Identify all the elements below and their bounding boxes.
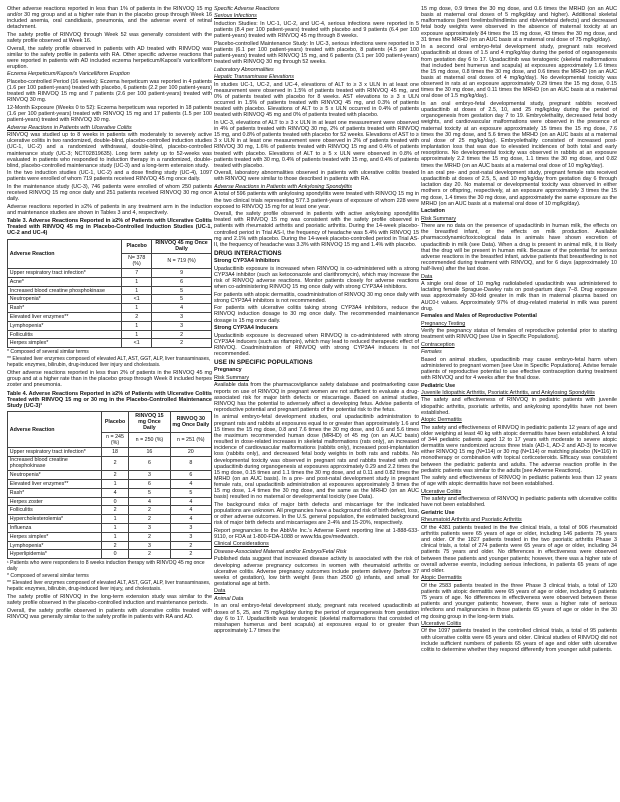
table-header: Adverse Reaction — [8, 239, 122, 269]
paragraph: In UC-3, elevations of ALT to ≥ 3 x ULN in at least one measurement were observed in 4% of patients treated with RINVOQ 30 mg, 2% of patients treated with RINVOQ 15 mg, and 0.8% of patients treated with placebo for 52 weeks. Elevations of AST to ≥ 3 x ULN in at least one measurement were observed in 2% of patients treated with RINVOQ 30 mg, 1.6% of patients treated with RINVOQ 15 mg and 0.4% of patients treated with placebo. Elevations of ALT to ≥ 5 x ULN were observed in 0.8% of patients treated with 30 mg, 0.4% of patients treated with 15 mg, and 0.4% of patients treated with placebo. — [214, 119, 419, 169]
paragraph: Overall, the safety profile observed in patients with ulcerative colitis treated with RINVOQ was generally similar to the safety profile in patients with RA and AD. — [7, 607, 212, 620]
table-4-body — [8, 447, 212, 558]
footnote: * Composed of several similar terms — [7, 573, 89, 580]
paragraph: In animal embryo-fetal development studies, oral upadacitinib administration to pregnant rats and rabbits at exposures equal to or greater than approximately 1.6 and 15 times the 15 mg dose, 0.8 and 7.6 times the 30 mg dose, and 0.6 and 5.6 times the maximum recommended human dose (MRHD) of 45 mg (on an AUC basis) resulted in dose-related increases in skeletal malformations (rats only), an increased incidence of cardiovascular malformations (rabbits only), increased post-implantation loss (rabbits only), and decreased fetal body weights in both rats and rabbits. No developmental toxicity was observed in pregnant rats and rabbits treated with oral upadacitinib during organogenesis at exposures approximately 0.29 and 2.2 times the 15 mg dose, 0.15 times and 1.1 times the 30 mg dose, and at 0.11 and 0.82 times the MRHD (on an AUC basis). In a pre- and post-natal development study in pregnant female rats, oral upadacitinib administration at exposures approximately 3 times the 15 mg dose, 1.4 times the 30 mg dose, and the same as the MRHD (on an AUC basis) resulted in no maternal or developmental toxicity (see Data). — [214, 414, 419, 501]
row-label: Elevated liver enzymes** — [8, 313, 122, 322]
table-cell: 4 — [170, 497, 211, 506]
paragraph: The safety and effectiveness of RINVOQ in pediatric patients with ulcerative colitis have not been established. — [421, 496, 617, 509]
paragraph: For patients with ulcerative colitis taking strong CYP3A4 inhibitors, reduce the RINVOQ induction dosage to 30 mg once daily. The recommended maintenance dosage is 15 mg once daily. — [214, 305, 419, 324]
subsection-title: Ulcerative Colitis — [421, 621, 462, 627]
subsection-title: Serious Infections — [214, 13, 257, 20]
row-label: Neutropenia* — [8, 295, 122, 304]
table-4-caption: Table 4. Adverse Reactions Reported in ≥2% of Patients with Ulcerative Colitis Treated with RINVOQ 15 mg or 30 mg in the Placebo-Controlled Maintenance Study (UC-3)¹ — [7, 390, 212, 410]
subsection-title: Pregnancy Testing — [421, 320, 466, 327]
table-header: RINVOQ 30 mg Once Daily — [170, 412, 211, 433]
table-cell: 3 — [129, 471, 170, 480]
table-cell: 8 — [170, 456, 211, 471]
paragraph: Placebo-controlled Period (16 weeks): Eczema herpeticum was reported in 4 patients (1.6 per 100 patient-years) treated with placebo, 6 patients (2.2 per 100 patient-years) treated with RINVOQ 15 mg and 7 patients (2.6 per 100 patient-years) treated with RINVOQ 30 mg. — [7, 78, 212, 104]
paragraph: In the maintenance study (UC-3), 746 patients were enrolled of whom 250 patients received RINVOQ 15 mg once daily and 251 patients received RINVOQ 30 mg once daily. — [7, 183, 212, 203]
table-3-caption: Table 3. Adverse Reactions Reported in ≥2% of Patients with Ulcerative Colitis Treated with RINVOQ 45 mg in Placebo-Controlled Induction Studies (UC-1, UC-2 and UC-4) — [7, 217, 212, 237]
paragraph: Upadacitinib exposure is increased when RINVOQ is co-administered with a strong CYP3A4 inhibitor (such as ketoconazole and clarithromycin), which may increase the risk of RINVOQ adverse reactions. Monitor patients closely for adverse reactions when co-administering RINVOQ 15 mg once daily with strong CYP3A4 inhibitors. — [214, 265, 419, 291]
table-row — [8, 269, 212, 278]
table-cell: 4 — [101, 488, 128, 497]
table-cell: 6 — [129, 456, 170, 471]
paragraph: Induction Studies: In UC-1, UC-2, and UC-4, serious infections were reported in 5 patients (8.4 per 100 patient-years) treated with placebo and 9 patients (6.4 per 100 patient-years) treated with RINVOQ 45 mg through 8 weeks. — [214, 20, 419, 40]
table-header: Placebo — [122, 239, 152, 254]
row-label: Herpes zoster — [8, 497, 102, 506]
paragraph: For patients with atopic dermatitis, coadministration of RINVOQ 30 mg once daily with strong CYP3A4 inhibitors is not recommended. — [214, 291, 419, 304]
table-row — [8, 506, 212, 515]
table-row — [8, 488, 212, 497]
table-cell: 2 — [170, 550, 211, 559]
table-cell: 6 — [129, 480, 170, 489]
table-cell: 3 — [152, 313, 212, 322]
paragraph: Adverse reactions reported in ≥2% of patients in any treatment arm in the induction and maintenance studies are shown in Tables 3 and 4, respectively. — [7, 203, 212, 216]
row-label: Herpes simplex* — [8, 532, 102, 541]
table-row — [8, 295, 212, 304]
footnote: ** Elevated liver enzymes composed of elevated ALT, AST, GGT, ALP, liver transaminases, hepatic enzymes, bilirubin, drug-induced liver injury and cholestasis. — [7, 356, 211, 369]
subsection-title: Rheumatoid Arthritis and Psoriatic Arthritis — [421, 517, 522, 524]
subsection-title: Geriatric Use — [421, 509, 455, 516]
paragraph: 12-Month Exposure (Weeks 0 to 52): Eczema herpeticum was reported in 18 patients (1.6 per 100 patient-years) treated with RINVOQ 15 mg and 17 patients (1.5 per 100 patient-years) treated with RINVOQ 30 mg. — [7, 104, 212, 124]
paragraph: Of the 2583 patients treated in the three Phase 3 clinical trials, a total of 120 patients with atopic dermatitis were 65 years of age or older, including 6 patients 75 years of age. No differences in effectiveness were observed between these patients and younger patients; however, there was a higher rate of serious infections and malignancies in those patients 65 years of age or older in the 30 mg dosing group in the long-term trials. — [421, 582, 617, 620]
subsection-title: Risk Summary — [214, 374, 250, 381]
table-row — [8, 447, 212, 456]
subsection-title: Hepatic Transaminase Elevations — [214, 74, 294, 81]
row-label: Rash* — [8, 488, 102, 497]
table-row — [8, 304, 212, 313]
paragraph: In an oral embryo-fetal development study, pregnant rats received upadacitinib at doses of 5, 25, and 75 mg/kg/day during the period of organogenesis from gestation day 6 to 17. Upadacitinib was teratogenic (skeletal malformations that consisted of misshapen humerus and bent scapula) at exposures equal to or greater than approximately 1.7 times the — [214, 603, 419, 634]
paragraph: Other adverse reactions reported in less than 2% of patients in the RINVOQ 45 mg group and at a higher rate than in the placebo group through Week 8 included herpes zoster and pneumonia. — [7, 370, 212, 389]
table-header: RINVOQ 45 mg Once Daily — [152, 239, 212, 254]
footnote: ¹ Patients who were responders to 8 weeks induction therapy with RINVOQ 45 mg once daily — [7, 560, 205, 572]
footnote: ** Elevated liver enzymes composed of elevated ALT, AST, GGT, ALP, liver transaminases, hepatic enzymes, bilirubin, drug-induced liver injury, and cholestasis. — [7, 580, 211, 592]
row-label: Rash* — [8, 304, 122, 313]
subsection-title: Eczema Herpeticum/Kaposi's Varicelliform Eruption — [7, 71, 130, 78]
table-cell: 5 — [152, 295, 212, 304]
subsection-title: Atopic Dermatitis — [421, 417, 462, 424]
paragraph: In an oral pre- and post-natal development study, pregnant female rats received upadacitinib at doses of 2.5, 5, and 10 mg/kg/day from gestation day 6 through lactation day 20. No maternal or developmental toxicity was observed in either mothers or offspring, respectively, at an exposure approximately 3 times the 15 mg dose, 1.4 times the 30 mg dose, and approximately the same exposure as the MRHD (on an AUC basis at a maternal oral dose of 10 mg/kg/day). — [421, 169, 617, 207]
table-cell: 9 — [152, 269, 212, 278]
table-cell: 3 — [129, 524, 170, 533]
subsection-title: Specific Adverse Reactions — [214, 6, 280, 12]
table-row — [8, 515, 212, 524]
table-cell: 1 — [122, 277, 152, 286]
table-cell: 3 — [152, 321, 212, 330]
paragraph: Of the 4381 patients treated in the five clinical trials, a total of 906 rheumatoid arthritis patients were 65 years of age or older, including 146 patients 75 years and older. Of the 1827 patients treated in the two psoriatic arthritis Phase 3 clinical trials, a total of 274 patients were 65 years of age or older, including 34 patients 75 years and older. No differences in effectiveness were observed between these patients and younger patients; however, there was a higher rate of overall adverse events, including serious infections, in patients 65 years of age and older. — [421, 524, 617, 574]
table-row — [8, 480, 212, 489]
table-cell: 4 — [170, 506, 211, 515]
table-cell: 4 — [152, 304, 212, 313]
subsection-title: Atopic Dermatitis — [421, 575, 462, 582]
table-row — [8, 541, 212, 550]
table-row — [8, 321, 212, 330]
table-row — [8, 339, 212, 348]
table-cell: <1 — [122, 339, 152, 348]
paragraph: Report pregnancies to the AbbVie Inc.'s Adverse Event reporting line at 1-888-633-9110, or FDA at 1-800-FDA-1088 or www.fda.gov/medwatch. — [214, 527, 419, 541]
table-row — [8, 313, 212, 322]
table-cell: 1 — [122, 304, 152, 313]
paragraph: Available data from the pharmacovigilance safety database and postmarketing case reports on use of RINVOQ in pregnant women are not sufficient to evaluate a drug-associated risk for major birth defects or miscarriage. Based on animal studies, RINVOQ has the potential to adversely affect a developing fetus. Advise patients of reproductive potential and pregnant patients of the potential risk to the fetus. — [214, 382, 419, 413]
table-row — [8, 456, 212, 471]
paragraph: Published data suggest that increased disease activity is associated with the risk of developing adverse pregnancy outcomes in women with rheumatoid arthritis or ulcerative colitis. Adverse pregnancy outcomes include preterm delivery (before 37 weeks of gestation), low birth weight (less than 2500 g) infants, and small for gestational age at birth. — [214, 556, 419, 587]
subsection-title: Laboratory Abnormalities — [214, 66, 274, 73]
row-label: Lymphopenia* — [8, 541, 102, 550]
table-cell: 2 — [129, 550, 170, 559]
subsection-title: Ulcerative Colitis — [421, 488, 462, 495]
paragraph: RINVOQ was studied up to 8 weeks in patients with moderately to severely active ulcerative colitis in two randomized, double-blind, placebo-controlled induction studies (UC-1, UC-2) and a randomized withdrawal, double-blind, placebo-controlled maintenance study (UC-3; NCT02819635). Long term safety up to 52-weeks was evaluated in patients who responded to induction therapy in a randomized, double-blind, placebo-controlled maintenance study (UC-3) and a long-term extension study. — [7, 132, 212, 169]
table-cell: 2 — [170, 541, 211, 550]
paragraph: The background risks of major birth defects and miscarriage for the indicated populations are unknown. All pregnancies have a background risk of birth defect, loss, or other adverse outcomes. In the U.S. general population, the estimated background risk of major birth defects and miscarriages are 2-4% and 15-20%, respectively. — [214, 501, 419, 527]
table-row — [8, 497, 212, 506]
table-cell: 2 — [101, 506, 128, 515]
paragraph: Other adverse reactions reported in less than 1% of patients in the RINVOQ 15 mg and/or 30 mg group and at a higher rate than in the placebo group through Week 16 included anemia, oral candidiasis, pneumonia, and the adverse event of retinal detachment. — [7, 6, 212, 31]
paragraph: 15 mg dose, 0.9 times the 30 mg dose, and 0.6 times the MRHD (on an AUC basis at maternal oral doses of 5 mg/kg/day and higher). Additional skeletal malformations (bent forelimbs/hindlimbs and rib/vertebral defects) and decreased fetal body weights were observed in the absence of maternal toxicity at an exposure approximately 84 times the 15 mg dose, 43 times the 30 mg dose, and 31 times the MRHD (on an AUC basis at a maternal oral dose of 75 mg/kg/day). — [421, 6, 617, 43]
table-cell: 2 — [129, 532, 170, 541]
table-header: Placebo — [101, 412, 128, 433]
table-row — [8, 532, 212, 541]
row-label: Upper respiratory tract infection* — [8, 447, 102, 456]
paragraph: A total of 596 patients with ankylosing spondylitis were treated with RINVOQ 15 mg in the two clinical trials representing 577.3 patient-years of exposure of whom 228 were exposed to RINVOQ 15 mg for at least one year. — [214, 191, 419, 210]
table-cell: 16 — [129, 447, 170, 456]
table-cell: 1 — [101, 480, 128, 489]
row-label: Folliculitis — [8, 330, 122, 339]
paragraph: A single oral dose of 10 mg/kg radiolabeled upadacitinib was administered to lactating female Sprague-Dawley rats on post-partum days 7–8. Drug exposure was approximately 30-fold greater in milk than in maternal plasma based on AUC0-t values. Approximately 97% of drug-related material in milk was parent drug. — [421, 281, 617, 312]
subsection-title: Females and Males of Reproductive Potential — [421, 313, 537, 320]
row-label: Upper respiratory tract infection* — [8, 269, 122, 278]
subsection-title: Juvenile Idiopathic Arthritis, Psoriatic Arthritis, and Ankylosing Spondylitis — [421, 389, 595, 396]
row-label: Influenza — [8, 524, 102, 533]
subsection-title: Adverse Reactions in Patients with Ankylosing Spondylitis — [214, 183, 352, 190]
subsection-title: Animal Data — [214, 595, 244, 602]
table-header: n = 245 (%) — [101, 433, 128, 448]
table-cell: 20 — [170, 447, 211, 456]
row-label: Hypercholesterolemia* — [8, 515, 102, 524]
row-label: Acne* — [8, 277, 122, 286]
table-cell: 5 — [152, 286, 212, 295]
table-cell: 7 — [122, 269, 152, 278]
table-4 — [7, 411, 212, 559]
paragraph: Placebo-controlled Maintenance Study: In UC-3, serious infections were reported in 3 patients (6.1 per 100 patient-years) treated with placebo, 8 patients (4.5 per 100 patient-years) treated with RINVOQ 15 mg, and 6 patients (3.1 per 100 patient-years) treated with RINVOQ 30 mg through 52 weeks. — [214, 40, 419, 66]
table-row — [8, 277, 212, 286]
footnote: * Composed of several similar terms — [7, 349, 89, 356]
subsection-title: Strong CYP3A4 Inhibitors — [214, 258, 280, 265]
table-cell: 18 — [101, 447, 128, 456]
paragraph: In studies UC-1, UC-2, and UC-4, elevations of ALT to ≥ 3 x ULN in at least one measurement were observed in 1.5% of patients treated with RINVOQ 45 mg, and 0% of patients treated with placebo for 8 weeks. AST elevations to ≥ 3 x ULN occurred in 1.5% of patients treated with RINVOQ 45 mg, and 0.3% of patients treated with placebo. Elevations of ALT to ≥ 5 x ULN occurred in 0.4% of patients treated with RINVOQ 45 mg and 0% of patients treated with placebo. — [214, 81, 419, 119]
table-3-body — [8, 269, 212, 348]
row-label: Folliculitis — [8, 506, 102, 515]
paragraph: Based on animal studies, upadacitinib may cause embryo-fetal harm when administered to pregnant women [see Use in Specific Populations]. Advise female patients of reproductive potential to use effective contraception during treatment with RINVOQ and for 4 weeks after the final dose. — [421, 356, 617, 382]
table-cell: 0 — [101, 497, 128, 506]
subsection-title: Clinical Considerations — [214, 541, 269, 548]
row-label: Increased blood creatine phosphokinase — [8, 286, 122, 295]
subsection-title: Females — [421, 349, 442, 356]
table-row — [8, 286, 212, 295]
table-cell: 2 — [152, 339, 212, 348]
paragraph: In a second oral embryo-fetal development study, pregnant rats received upadacitinib at doses of 1.5 and 4 mg/kg/day during the period of organogenesis from gestation day 6 to 17. Upadacitinib was teratogenic (skeletal malformations that included bent humerus and scapula) at exposures approximately 1.6 times the 15 mg dose, 0.8 times the 30 mg dose, and 0.6 times the MRHD (on an AUC basis at maternal oral doses of 4 mg/kg/day). No developmental toxicity was observed in rats at an exposure approximately 0.29 times the 15 mg dose, 0.15 times the 30 mg dose, and 0.11 times the MRHD (on an AUC basis at a maternal oral dose of 1.5 mg/kg/day). — [421, 44, 617, 100]
table-row — [8, 524, 212, 533]
table-cell: 2 — [101, 471, 128, 480]
row-label: Elevated liver enzymes** — [8, 480, 102, 489]
subsection-title: Strong CYP3A4 Inducers — [214, 325, 278, 332]
subsection-title: Disease-Associated Maternal and/or Embryo/Fetal Risk — [214, 548, 347, 555]
table-cell: 6 — [152, 277, 212, 286]
table-cell: 2 — [101, 541, 128, 550]
table-header: n = 251 (%) — [170, 433, 211, 448]
paragraph: There are no data on the presence of upadacitinib in human milk, the effects on the breastfed infant, or the effects on milk production. Available pharmacodynamic/toxicological data in animals have shown excretion of upadacitinib in milk (see Data). When a drug is present in animal milk, it is likely that the drug will be present in human milk. Because of the potential for serious adverse reactions in the breastfed infant, advise patients that breastfeeding is not recommended during treatment with RINVOQ, and for 6 days (approximately 10 half-lives) after the last dose. — [421, 223, 617, 273]
table-row — [8, 471, 212, 480]
table-cell: 0 — [101, 550, 128, 559]
subsection-title: Data — [421, 273, 433, 280]
table-row — [8, 550, 212, 559]
table-cell: 2 — [129, 506, 170, 515]
paragraph: Of the 1097 patients treated in the controlled clinical trials, a total of 95 patients with ulcerative colitis were 65 years and older. Clinical studies of RINVOQ did not include sufficient numbers of patients 65 years of age and older with ulcerative colitis to determine whether they respond differently from younger adult patients. — [421, 628, 617, 653]
paragraph: The safety profile of RINVOQ through Week 52 was generally consistent with the safety profile observed at Week 16. — [7, 31, 212, 45]
paragraph: In the two induction studies (UC-1, UC-2) and a dose finding study (UC-4), 1097 patients were enrolled of whom 719 patients received RINVOQ 45 mg once daily. — [7, 170, 212, 183]
table-cell: 2 — [101, 456, 128, 471]
paragraph: The safety profile of RINVOQ in the long-term extension study was similar to the safety profile observed in the placebo-controlled induction and maintenance periods. — [7, 594, 212, 607]
column-1 — [7, 6, 212, 796]
table-cell: 5 — [129, 488, 170, 497]
table-cell: 4 — [129, 497, 170, 506]
table-header: n = 250 (%) — [129, 433, 170, 448]
paragraph: Overall, the safety profile observed in patients with AD treated with RINVOQ was similar to the safety profile in patients with RA. Other specific adverse reactions that were reported in patients with AD included eczema herpeticum/Kaposi's varicelliform eruption. — [7, 45, 212, 70]
row-label: Herpes simplex* — [8, 339, 122, 348]
table-cell: 4 — [170, 515, 211, 524]
table-cell: 2 — [129, 515, 170, 524]
table-cell: 1 — [101, 532, 128, 541]
table-cell: 3 — [129, 541, 170, 550]
paragraph: Upadacitinib exposure is decreased when RINVOQ is co-administered with strong CYP3A4 inducers (such as rifampin), which may lead to reduced therapeutic effect of RINVOQ. Coadministration of RINVOQ with strong CYP3A4 inducers is not recommended. — [214, 332, 419, 358]
subsection-title: Pediatric Use — [421, 382, 456, 389]
table-header: N = 719 (%) — [152, 254, 212, 269]
table-cell: 1 — [122, 321, 152, 330]
column-3 — [421, 6, 617, 796]
subsection-title: Adverse Reactions in Patients with Ulcerative Colitis — [7, 124, 132, 131]
column-2 — [214, 6, 419, 796]
paragraph: The safety and effectiveness of RINVOQ in pediatric patients with juvenile idiopathic arthritis, psoriatic arthritis, and ankylosing spondylitis have not been established. — [421, 397, 617, 416]
paragraph: The safety and effectiveness of RINVOQ in pediatric patients 12 years of age and older weighing at least 40 kg with atopic dermatitis have been established. A total of 344 pediatric patients aged 12 to 17 years with moderate to severe atopic dermatitis were randomized across three trials (AD-1, AD-2 and AD-3) to receive either RINVOQ 15 mg (N=114) or 30 mg (N=114) or matching placebo (N=116) in monotherapy or combination with topical corticosteroids. Efficacy was consistent between the pediatric patients and adults. The adverse reaction profile in the pediatric patients was similar to the adults [see Adverse Reactions]. — [421, 424, 617, 474]
table-cell: 3 — [170, 524, 211, 533]
subsection-title: Pregnancy — [214, 367, 242, 374]
row-label: Increased blood creatine phosphokinase — [8, 456, 102, 471]
paragraph: Verify the pregnancy status of females of reproductive potential prior to starting treatment with RINVOQ [see Use in Specific Populations]. — [421, 328, 617, 341]
table-cell: 1 — [101, 515, 128, 524]
paragraph: In an oral embryo-fetal developmental study, pregnant rabbits received upadacitinib at doses of 2.5, 10, and 25 mg/kg/day during the period of organogenesis from gestation day 7 to 19. Embryolethality, decreased fetal body weights, and cardiovascular malformations were observed in the presence of maternal toxicity at an exposure approximately 15 times the 15 mg dose, 7.6 times the 30 mg dose, and 5.6 times the MRHD (on an AUC basis at a maternal oral dose of 25 mg/kg/day). Embryolethality consisted of increased post-implantation loss that was due to elevated incidences of both total and early resorptions. No developmental toxicity was observed in rabbits at an exposure approximately 2.2 times the 15 mg dose, 1.1 times the 30 mg dose, and 0.82 times the MRHD (on an AUC basis at a maternal oral dose of 10 mg/kg/day). — [421, 100, 617, 169]
table-cell: 2 — [122, 313, 152, 322]
table-header: N= 378 (%) — [122, 254, 152, 269]
table-header: RINVOQ 15 mg Once Daily — [129, 412, 170, 433]
table-header: Adverse Reaction — [8, 412, 102, 448]
section-heading: DRUG INTERACTIONS — [214, 250, 282, 258]
table-cell: 1 — [122, 286, 152, 295]
table-row — [8, 330, 212, 339]
paragraph: The safety and effectiveness of RINVOQ in pediatric patients less than 12 years of age with atopic dermatitis have not been established. — [421, 475, 617, 488]
row-label: Hyperlipidemia* — [8, 550, 102, 559]
paragraph: Overall, laboratory abnormalities observed in patients with ulcerative colitis treated with RINVOQ were similar to those described in patients with RA. — [214, 170, 419, 183]
table-cell: 4 — [170, 480, 211, 489]
table-cell: 6 — [170, 471, 211, 480]
table-cell: 1 — [122, 330, 152, 339]
subsection-title: Contraception — [421, 341, 455, 348]
table-3 — [7, 239, 212, 349]
table-cell: 5 — [170, 488, 211, 497]
section-heading: USE IN SPECIFIC POPULATIONS — [214, 359, 313, 367]
subsection-title: Risk Summary — [421, 215, 457, 222]
table-cell: 1 — [101, 524, 128, 533]
subsection-title: Data — [214, 588, 226, 595]
row-label: Lymphopenia* — [8, 321, 122, 330]
table-cell: 2 — [152, 330, 212, 339]
table-cell: <1 — [122, 295, 152, 304]
subsection-title: Lactation — [421, 208, 445, 215]
paragraph: Overall, the safety profile observed in patients with active ankylosing spondylitis treated with RINVOQ 15 mg was consistent with the safety profile observed in patients with rheumatoid arthritis and psoriatic arthritis. During the 14-week placebo-controlled period in Trial AS-I, the frequency of headache was 5.4% with RINVOQ 15 mg and 2.1% with placebo. During the 14-week placebo-controlled period in Trial AS-II, the frequency of headache was 3.3% with RINVOQ 15 mg and 1.4% with placebo. — [214, 211, 419, 248]
table-cell: 3 — [170, 532, 211, 541]
row-label: Neutropenia* — [8, 471, 102, 480]
